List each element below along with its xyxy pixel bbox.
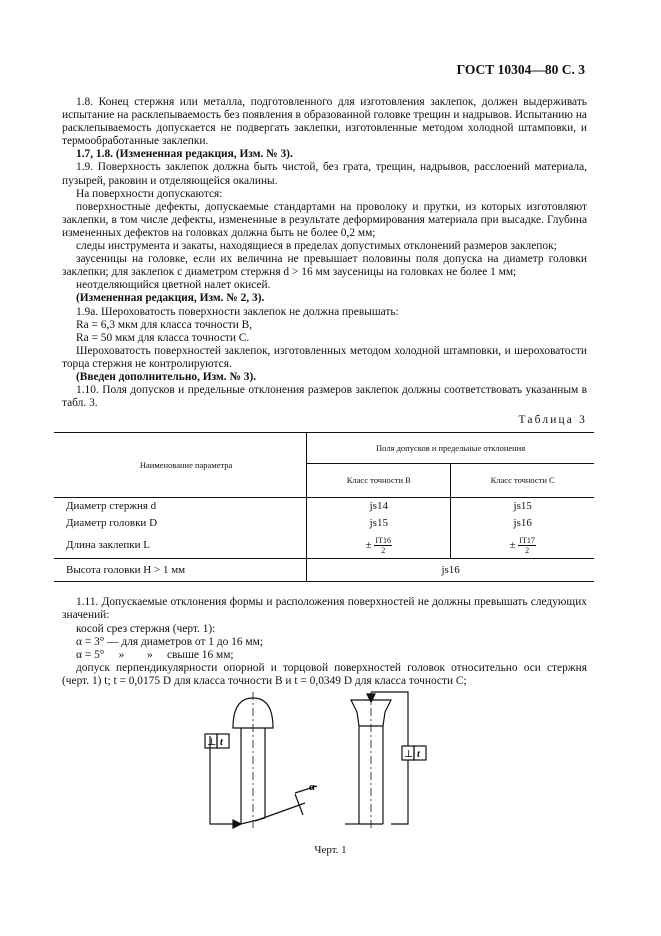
table-head-class-b: Класс точности В <box>307 464 451 498</box>
figure-caption: Черт. 1 <box>314 844 347 856</box>
table-head-group: Поля допусков и предельные отклонения <box>307 433 594 464</box>
table-cell <box>451 532 594 559</box>
paragraph: поверхностные дефекты, допускаемые стандартами на проволоку и прутки, из которых изготовляют заклепки, в том числе дефекты, измененные в результате деформирования материала при высадке. Глубина измененных дефектов на головках должна быть не более 0,2 мм; <box>62 200 587 239</box>
table-cell: Высота головки H > 1 мм <box>54 559 307 582</box>
paragraph: 1.7, 1.8. (Измененная редакция, Изм. № 3). <box>76 148 293 161</box>
table-row <box>54 515 594 532</box>
paragraph: неотделяющийся цветной налет окисей. <box>76 279 271 292</box>
paragraph: следы инструмента и закаты, находящиеся в пределах допустимых отклонений размеров заклепок; <box>76 240 557 253</box>
paragraph: 1.9a. Шероховатость поверхности заклепок не должна превышать: <box>76 305 399 318</box>
plus-minus: ± <box>509 538 516 551</box>
fraction: $\frac{IT16}{2}$ <box>375 535 391 555</box>
leader-line <box>210 736 233 824</box>
table-cell: js16 <box>451 515 594 532</box>
paragraph: Ra = 6,3 мкм для класса точности В, <box>76 318 253 331</box>
paragraph: 1.10. Поля допусков и предельные отклонения размеров заклепок должны соответствовать указанным в табл. 3. <box>62 384 587 410</box>
table-cell: Длина заклепки L <box>54 532 307 559</box>
arrow-head <box>233 820 241 828</box>
paragraph: косой срез стержня (черт. 1): <box>76 622 216 635</box>
paragraph: 1.8. Конец стержня или металла, подготовленного для изготовления заклепок, должен выдерживать испытание на расклепываемость без появления в образованной головке трещин и надрывов. Испытанию на расклепываемость допускается не подвергать заклепки, изготовленные методом холодной штамповки, и термообработанные заклепки. <box>62 96 587 148</box>
paragraph: Ra = 50 мкм для класса точности С. <box>76 331 250 344</box>
paragraph: 1.9. Поверхность заклепок должна быть чистой, без грата, трещин, надрывов, расслоений материала, пузырей, раковин и отделяющейся окалины. <box>62 161 587 187</box>
rivet-drawing-svg <box>195 690 455 840</box>
tolerance-frame-left <box>217 734 229 748</box>
tolerance-frame-right <box>414 746 426 760</box>
paragraph: заусеницы на головке, если их величина не превышает половины поля допуска на диаметр головки заклепки; для заклепок с диаметром стержня d > 16 мм заусеницы на головках не более 1 мм; <box>62 253 587 279</box>
tolerance-letter: t <box>220 737 223 748</box>
table-cell-merged: js16 <box>441 563 460 576</box>
fraction: $\frac{IT17}{2}$ <box>519 535 535 555</box>
perp-symbol: ⊥ <box>207 737 217 748</box>
perp-symbol: ⊥ <box>404 749 414 760</box>
tolerance-letter: t <box>417 749 420 760</box>
table-cell: js15 <box>451 498 594 516</box>
paragraph: α = 5° » » свыше 16 мм; <box>76 648 234 661</box>
paragraph: допуск перпендикулярности опорной и торцовой поверхностей головок относительно оси стержня (черт. 1) t; t = 0,0175 D для класса точности В и t = 0,0349 D для класса точности С; <box>62 661 587 687</box>
table-cell <box>307 532 451 559</box>
rivet-drawing <box>195 690 455 840</box>
table-head-class-c: Класс точности С <box>451 464 594 498</box>
angle-line <box>255 803 305 821</box>
table-row <box>54 559 594 582</box>
tolerance-table <box>54 432 594 582</box>
table-caption: Таблица 3 <box>518 414 587 427</box>
table-cell: Диаметр стержня d <box>54 498 307 516</box>
table-row <box>54 532 594 559</box>
table-head-name: Наименование параметра <box>54 433 307 498</box>
paragraph: (Измененная редакция, Изм. № 2, 3). <box>76 292 265 305</box>
paragraph: На поверхности допускаются: <box>76 187 223 200</box>
arrow-head <box>367 694 375 702</box>
paragraph: (Введен дополнительно, Изм. № 3). <box>76 370 257 383</box>
table-cell: Диаметр головки D <box>54 515 307 532</box>
alpha-label: α <box>309 782 315 793</box>
paragraph: Шероховатость поверхностей заклепок, изготовленных методом холодной штамповки, и шероховатости торца стержня не контролируются. <box>62 344 587 370</box>
table-cell: js14 <box>369 500 388 513</box>
table-row <box>54 498 594 516</box>
leader-line <box>391 760 408 824</box>
paragraph: α = 3° — для диаметров от 1 до 16 мм; <box>76 635 264 648</box>
document-body <box>62 96 587 688</box>
plus-minus: ± <box>365 538 372 551</box>
paragraph: 1.11. Допускаемые отклонения формы и расположения поверхностей не должны превышать следующих значений: <box>62 596 587 622</box>
page-header: ГОСТ 10304—80 С. 3 <box>456 62 585 77</box>
table-cell: js15 <box>369 517 388 530</box>
